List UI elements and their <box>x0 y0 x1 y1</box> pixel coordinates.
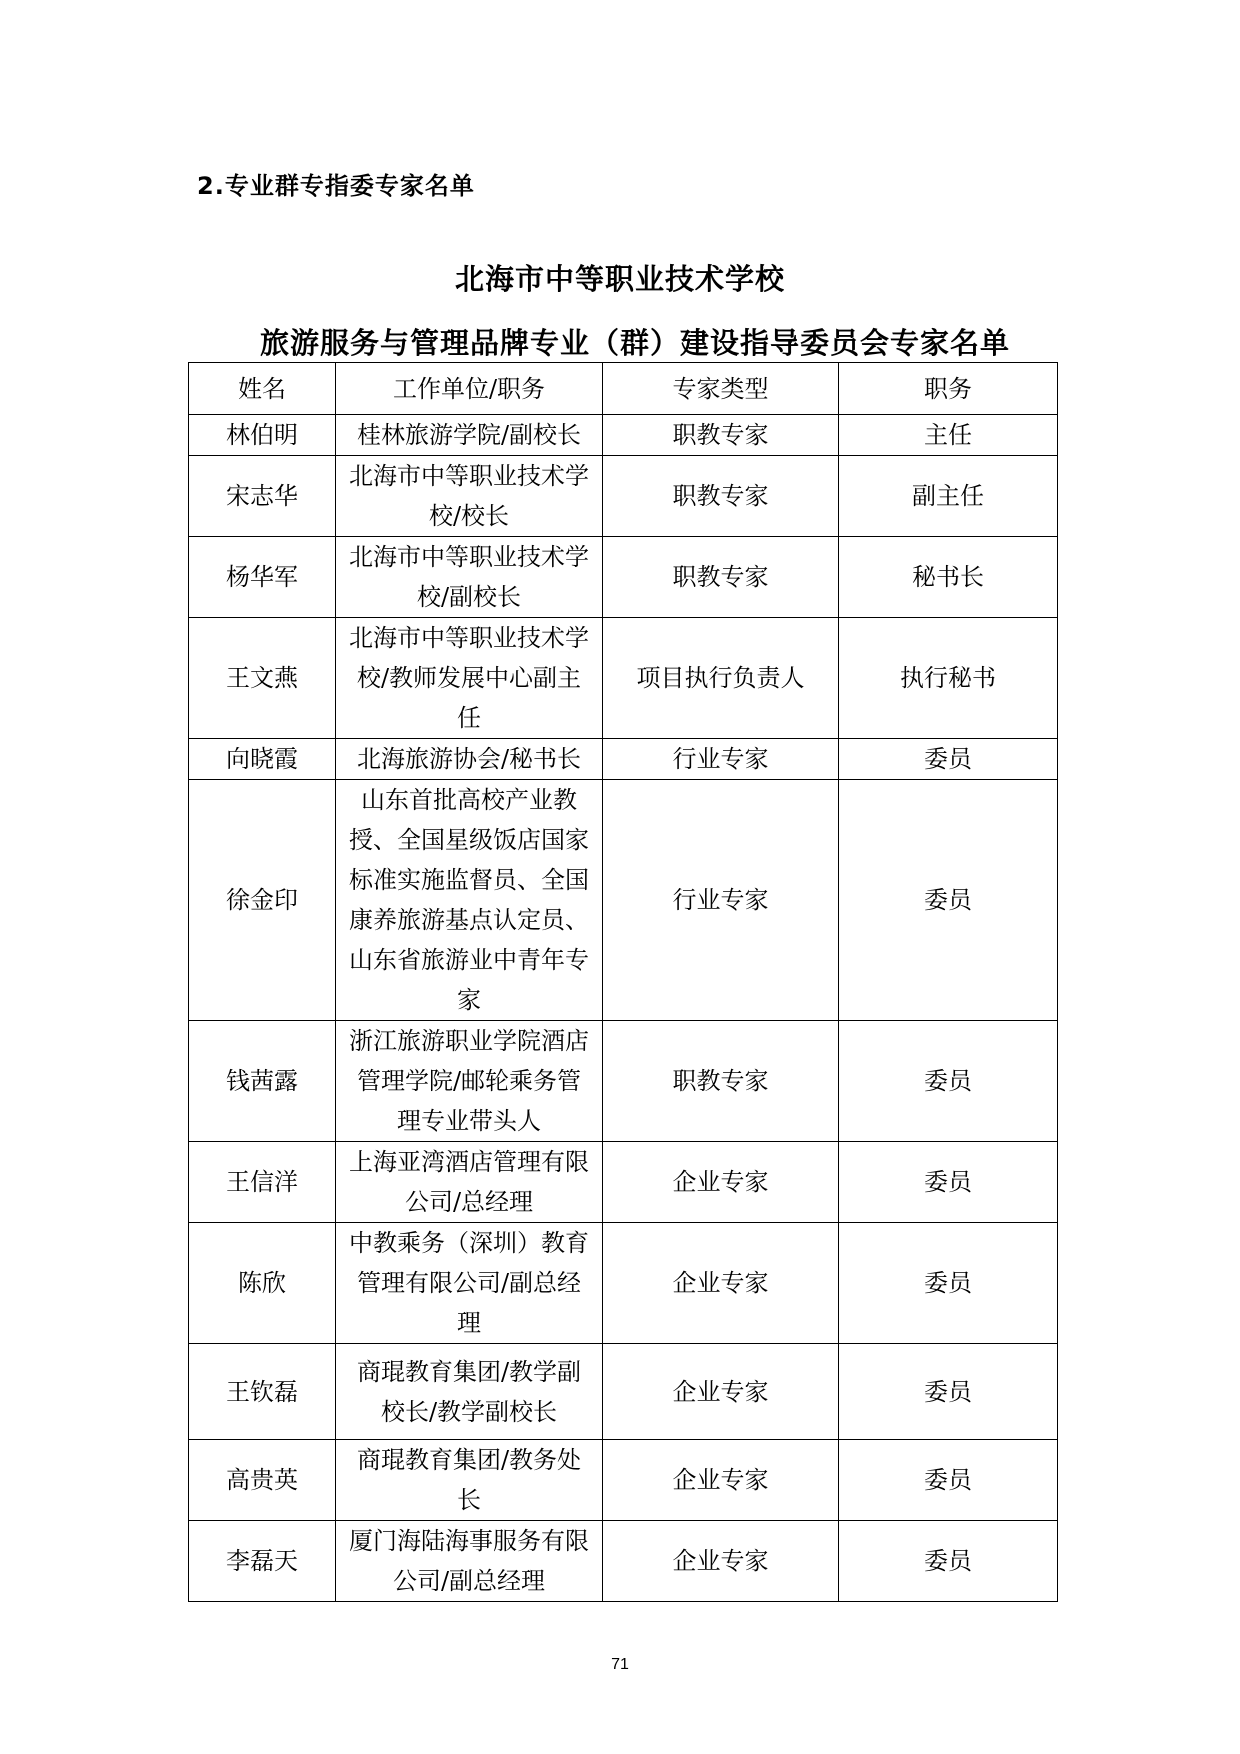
cell-expert-type: 职教专家 <box>603 456 839 537</box>
cell-name: 王钦磊 <box>189 1344 336 1440</box>
cell-unit-position: 上海亚湾酒店管理有限公司/总经理 <box>336 1142 603 1223</box>
cell-unit-position: 中教乘务（深圳）教育管理有限公司/副总经理 <box>336 1223 603 1344</box>
cell-name: 王文燕 <box>189 618 336 739</box>
document-title-committee: 旅游服务与管理品牌专业（群）建设指导委员会专家名单 <box>259 326 1010 360</box>
table-row <box>189 1344 1058 1440</box>
table-header-row <box>189 363 1058 415</box>
table-row <box>189 1223 1058 1344</box>
header-expert-type: 专家类型 <box>603 363 839 415</box>
cell-name: 林伯明 <box>189 415 336 456</box>
cell-unit-position: 山东首批高校产业教授、全国星级饭店国家标准实施监督员、全国康养旅游基点认定员、山东省旅游业中青年专家 <box>336 780 603 1021</box>
table-row <box>189 415 1058 456</box>
page-number: 71 <box>611 1656 629 1673</box>
cell-unit-position: 北海市中等职业技术学校/教师发展中心副主任 <box>336 618 603 739</box>
cell-role: 委员 <box>839 1440 1058 1521</box>
table-row <box>189 1021 1058 1142</box>
cell-unit-position: 北海市中等职业技术学校/校长 <box>336 456 603 537</box>
header-role: 职务 <box>839 363 1058 415</box>
cell-name: 高贵英 <box>189 1440 336 1521</box>
cell-name: 钱茜露 <box>189 1021 336 1142</box>
cell-role: 执行秘书 <box>839 618 1058 739</box>
cell-name: 徐金印 <box>189 780 336 1021</box>
table-row <box>189 1142 1058 1223</box>
cell-expert-type: 职教专家 <box>603 537 839 618</box>
cell-unit-position: 浙江旅游职业学院酒店管理学院/邮轮乘务管理专业带头人 <box>336 1021 603 1142</box>
table-row <box>189 739 1058 780</box>
cell-expert-type: 企业专家 <box>603 1521 839 1602</box>
header-name: 姓名 <box>189 363 336 415</box>
table-row <box>189 1521 1058 1602</box>
cell-role: 委员 <box>839 1521 1058 1602</box>
cell-name: 宋志华 <box>189 456 336 537</box>
section-heading: 2.专业群专指委专家名单 <box>197 172 475 200</box>
cell-expert-type: 职教专家 <box>603 1021 839 1142</box>
cell-unit-position: 厦门海陆海事服务有限公司/副总经理 <box>336 1521 603 1602</box>
cell-expert-type: 企业专家 <box>603 1223 839 1344</box>
cell-expert-type: 项目执行负责人 <box>603 618 839 739</box>
cell-expert-type: 企业专家 <box>603 1142 839 1223</box>
cell-unit-position: 北海市中等职业技术学校/副校长 <box>336 537 603 618</box>
cell-role: 委员 <box>839 780 1058 1021</box>
cell-role: 主任 <box>839 415 1058 456</box>
cell-expert-type: 企业专家 <box>603 1344 839 1440</box>
cell-role: 委员 <box>839 1142 1058 1223</box>
cell-unit-position: 桂林旅游学院/副校长 <box>336 415 603 456</box>
expert-table <box>188 362 1058 1602</box>
table-row <box>189 537 1058 618</box>
cell-expert-type: 行业专家 <box>603 780 839 1021</box>
cell-name: 王信洋 <box>189 1142 336 1223</box>
cell-name: 向晓霞 <box>189 739 336 780</box>
cell-name: 杨华军 <box>189 537 336 618</box>
cell-unit-position: 商琨教育集团/教务处长 <box>336 1440 603 1521</box>
document-title-school: 北海市中等职业技术学校 <box>454 262 785 296</box>
cell-expert-type: 职教专家 <box>603 415 839 456</box>
cell-expert-type: 企业专家 <box>603 1440 839 1521</box>
cell-unit-position: 北海旅游协会/秘书长 <box>336 739 603 780</box>
cell-role: 秘书长 <box>839 537 1058 618</box>
table-row <box>189 618 1058 739</box>
cell-role: 委员 <box>839 1021 1058 1142</box>
cell-name: 陈欣 <box>189 1223 336 1344</box>
cell-unit-position: 商琨教育集团/教学副校长/教学副校长 <box>336 1344 603 1440</box>
cell-name: 李磊天 <box>189 1521 336 1602</box>
cell-role: 委员 <box>839 739 1058 780</box>
cell-role: 副主任 <box>839 456 1058 537</box>
cell-role: 委员 <box>839 1223 1058 1344</box>
header-unit-position: 工作单位/职务 <box>336 363 603 415</box>
cell-expert-type: 行业专家 <box>603 739 839 780</box>
table-row <box>189 456 1058 537</box>
table-row <box>189 1440 1058 1521</box>
table-row <box>189 780 1058 1021</box>
cell-role: 委员 <box>839 1344 1058 1440</box>
